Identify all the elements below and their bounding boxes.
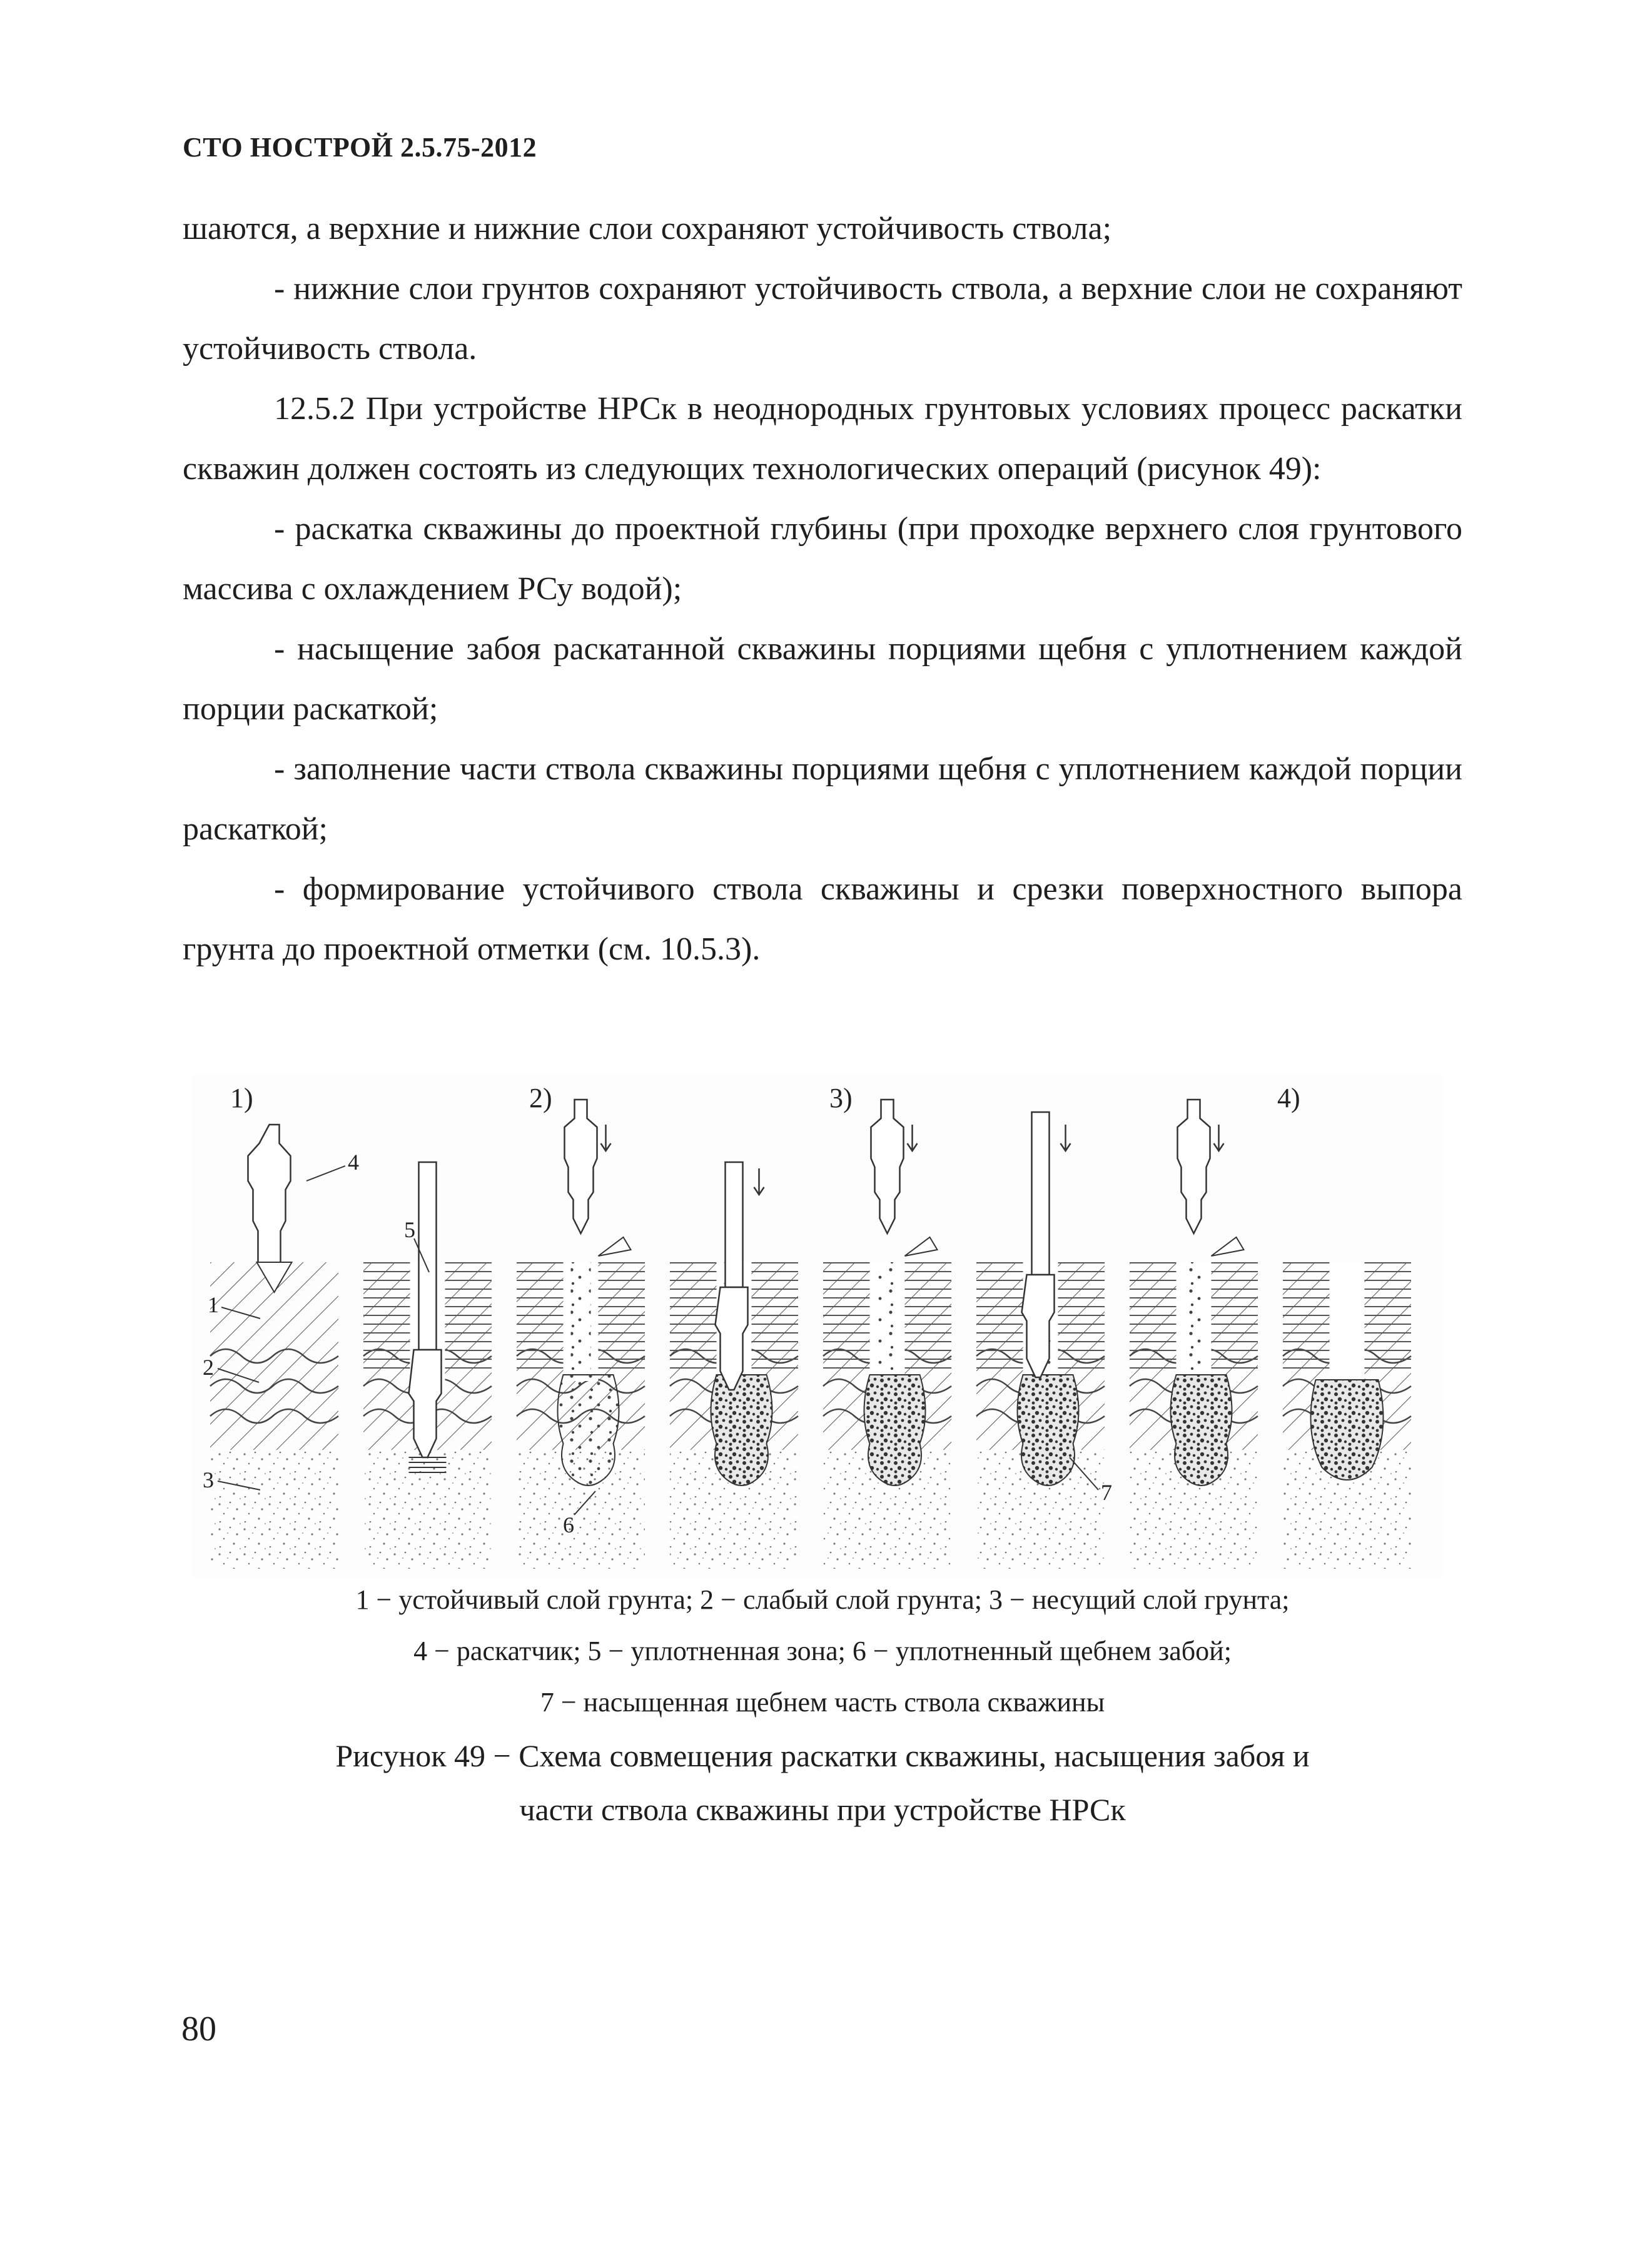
paragraph-item-forming: - формирование устойчивого ствола скважины и срезки поверхностного выпора грунта до проектной отметки (см. 10.5.3).: [183, 871, 1462, 967]
soil-panel: [976, 1112, 1105, 1569]
stage-label-2: 2): [529, 1083, 552, 1113]
soil-panel: [823, 1100, 951, 1569]
figure-title-line-1: Рисунок 49 − Схема совмещения раскатки скважины, насыщения забоя и: [335, 1738, 1310, 1773]
paragraph-item-rolling: - раскатка скважины до проектной глубины (при проходке верхнего слоя грунтового массива с охлаждением РСу водой);: [183, 511, 1462, 607]
stage-label-1: 1): [230, 1083, 253, 1113]
stage-label-3: 3): [829, 1083, 853, 1113]
soil-panel: [1283, 1262, 1411, 1569]
callout-7: 7: [1101, 1480, 1112, 1505]
body-text: [183, 199, 1462, 980]
figure-title-line-2: части ствола скважины при устройстве НРСк: [519, 1792, 1126, 1827]
figure-legend-line-1: 1 − устойчивый слой грунта; 2 − слабый слой грунта; 3 − несущий слой грунта;: [355, 1584, 1290, 1615]
stage-label-4: 4): [1277, 1083, 1300, 1113]
callout-2: 2: [203, 1355, 214, 1380]
paragraph-12-5-2: 12.5.2 При устройстве НРСк в неоднородных грунтовых условиях процесс раскатки скважин должен состоять из следующих технологических операций (рисунок 49):: [183, 391, 1462, 487]
callout-4: 4: [348, 1150, 359, 1175]
soil-panel: [670, 1162, 798, 1569]
callout-3: 3: [203, 1467, 214, 1492]
page-number: 80: [181, 2010, 216, 2048]
callout-5: 5: [404, 1217, 415, 1242]
document-header: СТО НОСТРОЙ 2.5.75-2012: [183, 132, 537, 163]
paragraph-item-lower-layers: - нижние слои грунтов сохраняют устойчивость ствола, а верхние слои не сохраняют устойчивость ствола.: [183, 271, 1462, 367]
callout-6: 6: [563, 1512, 574, 1537]
soil-panel: [1130, 1100, 1258, 1569]
callout-leaders: [218, 1166, 1098, 1515]
figure-49-diagram: [191, 1075, 1442, 1577]
figure-legend-line-3: 7 − насыщенная щебнем часть ствола скважины: [540, 1687, 1105, 1718]
paragraph-continuation: шаются, а верхние и нижние слои сохраняют устойчивость ствола;: [183, 211, 1112, 246]
paragraph-item-filling: - заполнение части ствола скважины порциями щебня с уплотнением каждой порции раскаткой;: [183, 751, 1462, 847]
soil-panel: [517, 1100, 645, 1569]
figure-legend-line-2: 4 − раскатчик; 5 − уплотненная зона; 6 − уплотненный щебнем забой;: [413, 1636, 1232, 1666]
soil-panel: [363, 1162, 492, 1569]
callout-1: 1: [208, 1292, 219, 1317]
soil-panel: [210, 1125, 338, 1569]
paragraph-item-saturation: - насыщение забоя раскатанной скважины порциями щебня с уплотнением каждой порции раскаткой;: [183, 631, 1462, 727]
